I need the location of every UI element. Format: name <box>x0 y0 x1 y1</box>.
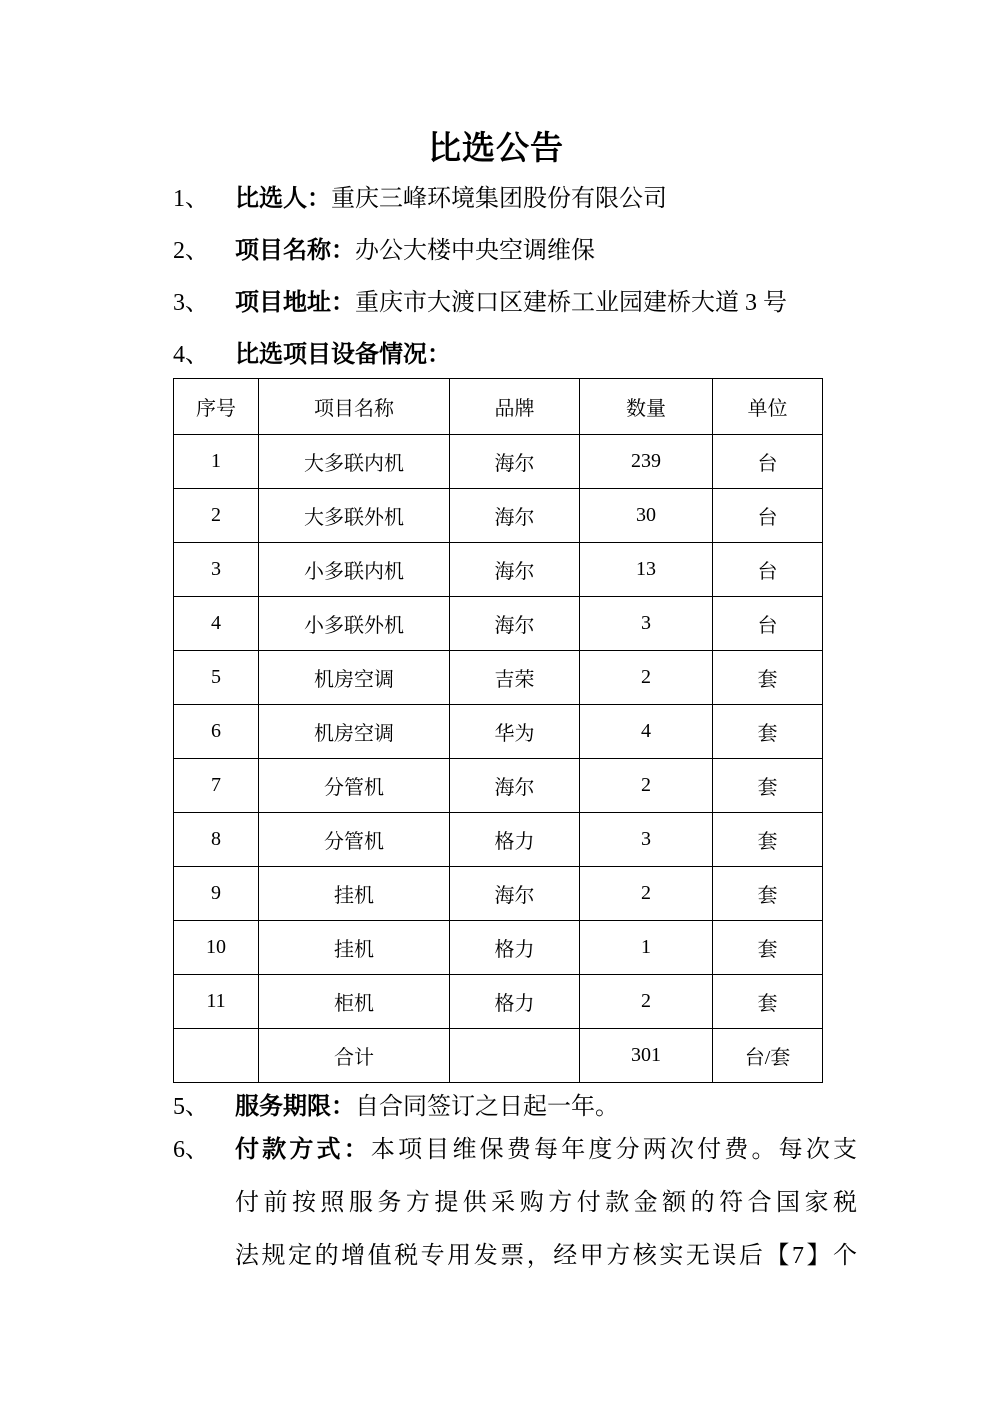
item-number: 1、 <box>173 186 209 212</box>
table-cell: 5 <box>174 651 259 705</box>
table-cell: 海尔 <box>450 867 580 921</box>
table-row <box>174 651 823 705</box>
table-cell: 机房空调 <box>259 651 450 705</box>
table-row <box>174 489 823 543</box>
table-row <box>174 867 823 921</box>
table-cell: 3 <box>580 597 713 651</box>
table-cell: 3 <box>580 813 713 867</box>
item-label: 项目名称： <box>235 238 355 264</box>
item-value: 自合同签订之日起一年。 <box>355 1094 619 1120</box>
table-cell: 小多联内机 <box>259 543 450 597</box>
table-cell: 吉荣 <box>450 651 580 705</box>
table-cell: 大多联外机 <box>259 489 450 543</box>
list-item-1 <box>173 184 667 214</box>
table-cell: 台 <box>713 489 823 543</box>
item-line: 法规定的增值税专用发票，经甲方核实无误后【7】个 <box>235 1243 857 1269</box>
item-number: 3、 <box>173 290 209 316</box>
table-cell: 2 <box>580 651 713 705</box>
item-number: 2、 <box>173 238 209 264</box>
table-cell: 格力 <box>450 921 580 975</box>
table-cell: 套 <box>713 705 823 759</box>
list-item-6 <box>173 1124 857 1283</box>
table-cell: 套 <box>713 975 823 1029</box>
item-label: 项目地址： <box>235 290 355 316</box>
item-value: 重庆市大渡口区建桥工业园建桥大道 3 号 <box>355 290 787 316</box>
table-cell: 1 <box>174 435 259 489</box>
table-cell: 台 <box>713 597 823 651</box>
table-cell: 4 <box>580 705 713 759</box>
table-cell: 台/套 <box>713 1029 823 1083</box>
table-cell: 格力 <box>450 975 580 1029</box>
table-cell: 海尔 <box>450 489 580 543</box>
table-cell <box>174 1029 259 1083</box>
item-text <box>235 288 787 318</box>
page-title: 比选公告 <box>428 131 564 167</box>
item-label: 比选项目设备情况： <box>235 342 451 368</box>
table-cell: 2 <box>580 975 713 1029</box>
table-row <box>174 921 823 975</box>
table-row <box>174 1029 823 1083</box>
item-value: 本项目维保费每年度分两次付费。每次支 <box>370 1137 858 1163</box>
table-cell: 海尔 <box>450 435 580 489</box>
table-cell: 台 <box>713 543 823 597</box>
table-cell: 套 <box>713 813 823 867</box>
table-cell: 大多联内机 <box>259 435 450 489</box>
table-cell: 4 <box>174 597 259 651</box>
table-cell: 6 <box>174 705 259 759</box>
table-cell: 分管机 <box>259 813 450 867</box>
item-text <box>235 184 667 214</box>
table-header-cell: 项目名称 <box>259 379 450 435</box>
table-row <box>174 435 823 489</box>
table-cell <box>450 1029 580 1083</box>
table-cell: 9 <box>174 867 259 921</box>
table-cell: 套 <box>713 867 823 921</box>
table-cell: 239 <box>580 435 713 489</box>
table-header-cell: 序号 <box>174 379 259 435</box>
item-value: 重庆三峰环境集团股份有限公司 <box>331 186 667 212</box>
item-line <box>235 1124 857 1177</box>
item-paragraph <box>235 1124 857 1283</box>
item-value: 办公大楼中央空调维保 <box>355 238 595 264</box>
table-cell: 海尔 <box>450 759 580 813</box>
item-number: 4、 <box>173 342 209 368</box>
table-header-row <box>174 379 823 435</box>
table-cell: 2 <box>174 489 259 543</box>
table-cell: 11 <box>174 975 259 1029</box>
table-cell: 挂机 <box>259 921 450 975</box>
table-cell: 1 <box>580 921 713 975</box>
table-row <box>174 813 823 867</box>
table-header-cell: 品牌 <box>450 379 580 435</box>
item-label: 比选人： <box>235 186 331 212</box>
table-cell: 华为 <box>450 705 580 759</box>
table-row <box>174 543 823 597</box>
list-item-4 <box>173 340 451 370</box>
table-cell: 2 <box>580 867 713 921</box>
table-cell: 海尔 <box>450 597 580 651</box>
table-header-cell: 单位 <box>713 379 823 435</box>
table-cell: 30 <box>580 489 713 543</box>
table-row <box>174 975 823 1029</box>
list-item-5 <box>173 1092 619 1122</box>
item-text <box>235 236 595 266</box>
table-cell: 13 <box>580 543 713 597</box>
table-cell: 柜机 <box>259 975 450 1029</box>
table-cell: 3 <box>174 543 259 597</box>
table-cell: 小多联外机 <box>259 597 450 651</box>
table-cell: 301 <box>580 1029 713 1083</box>
item-number: 6、 <box>173 1137 209 1163</box>
item-line: 付前按照服务方提供采购方付款金额的符合国家税 <box>235 1190 857 1216</box>
table-cell: 海尔 <box>450 543 580 597</box>
table-cell: 机房空调 <box>259 705 450 759</box>
equipment-table <box>173 378 823 1083</box>
table-cell: 2 <box>580 759 713 813</box>
table-header-cell: 数量 <box>580 379 713 435</box>
table-cell: 套 <box>713 921 823 975</box>
list-item-2 <box>173 236 595 266</box>
item-number: 5、 <box>173 1094 209 1120</box>
item-text <box>235 1092 619 1122</box>
table-cell: 7 <box>174 759 259 813</box>
table-cell: 台 <box>713 435 823 489</box>
item-label: 服务期限： <box>235 1094 355 1120</box>
table-cell: 10 <box>174 921 259 975</box>
list-item-3 <box>173 288 787 318</box>
table-cell: 格力 <box>450 813 580 867</box>
table-cell: 合计 <box>259 1029 450 1083</box>
table-cell: 套 <box>713 759 823 813</box>
table-row <box>174 597 823 651</box>
table-cell: 分管机 <box>259 759 450 813</box>
table-cell: 套 <box>713 651 823 705</box>
table-cell: 挂机 <box>259 867 450 921</box>
table-cell: 8 <box>174 813 259 867</box>
equipment-table-body <box>174 435 823 1083</box>
table-row <box>174 705 823 759</box>
item-text <box>235 340 451 370</box>
table-row <box>174 759 823 813</box>
item-label: 付款方式： <box>235 1137 371 1163</box>
